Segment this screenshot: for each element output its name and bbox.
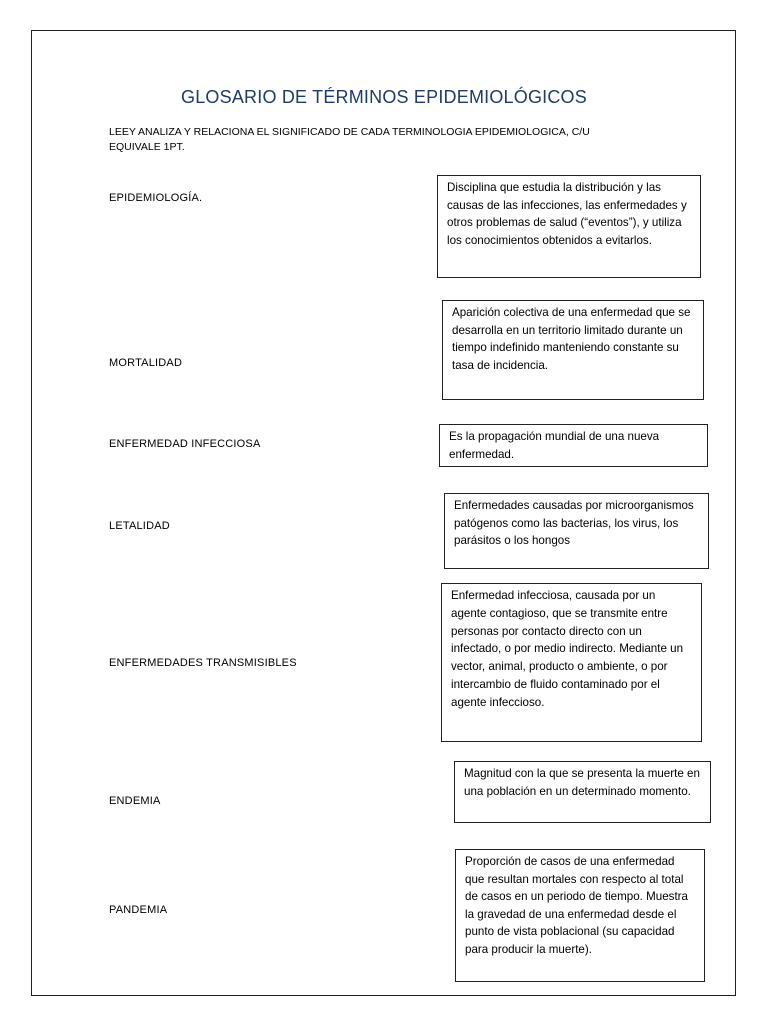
definition-box-2: Aparición colectiva de una enfermedad que se desarrolla en un territorio limitado durante un tiempo indefinido manteniendo constante su tasa de incidencia. <box>442 300 704 400</box>
definition-box-5: Enfermedad infecciosa, causada por un agente contagioso, que se transmite entre personas por contacto directo con un infectado, o por medio indirecto. Mediante un vector, animal, producto o ambiente, o por intercambio de fluido contaminado por el agente infeccioso. <box>441 583 702 742</box>
definition-box-4: Enfermedades causadas por microorganismos patógenos como las bacterias, los virus, los parásitos o los hongos <box>444 493 709 569</box>
term-pandemia: PANDEMIA <box>109 904 168 916</box>
term-epidemiologia: EPIDEMIOLOGÍA. <box>109 192 203 204</box>
definition-box-7: Proporción de casos de una enfermedad que resultan mortales con respecto al total de casos en un periodo de tiempo. Muestra la gravedad de una enfermedad desde el punto de vista poblacional (su capacidad para producir la muerte). <box>455 849 705 982</box>
term-endemia: ENDEMIA <box>109 795 161 807</box>
term-enfermedades-transmisibles: ENFERMEDADES TRANSMISIBLES <box>109 657 297 669</box>
term-mortalidad: MORTALIDAD <box>109 357 183 369</box>
term-letalidad: LETALIDAD <box>109 520 170 532</box>
page-title: GLOSARIO DE TÉRMINOS EPIDEMIOLÓGICOS <box>181 87 587 107</box>
definition-box-3: Es la propagación mundial de una nueva enfermedad. <box>439 424 708 467</box>
instructions-text: LEEY ANALIZA Y RELACIONA EL SIGNIFICADO DE CADA TERMINOLOGIA EPIDEMIOLOGICA, C/U EQUIVALE 1PT. <box>109 126 590 153</box>
definition-box-6: Magnitud con la que se presenta la muerte en una población en un determinado momento. <box>454 761 711 823</box>
definition-box-1: Disciplina que estudia la distribución y las causas de las infecciones, las enfermedades y otros problemas de salud (“eventos”), y utiliza los conocimientos obtenidos a evitarlos. <box>437 175 701 278</box>
term-enfermedad-infecciosa: ENFERMEDAD INFECCIOSA <box>109 438 261 450</box>
